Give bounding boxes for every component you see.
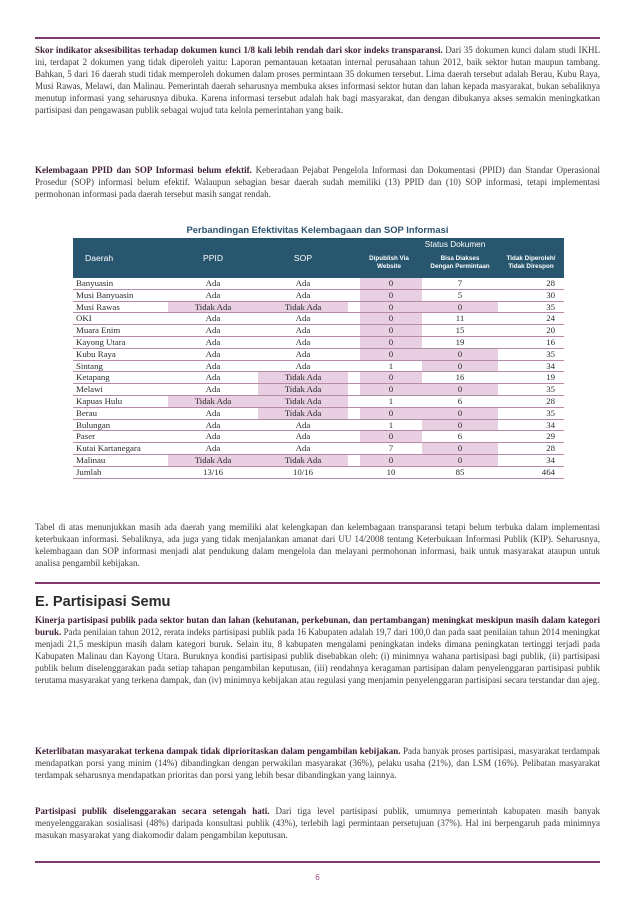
cell-daerah: Musi Banyuasin — [76, 289, 134, 300]
cell-sop: Tidak Ada — [258, 302, 348, 313]
cell-daerah: Musi Rawas — [76, 301, 120, 312]
paragraph-lead: Kinerja partisipasi publik pada sektor hutan dan lahan (kehutanan, perkebunan, dan pertambangan) meningkat meskipun masih dalam kategori buruk. — [35, 615, 600, 638]
cell-tidak-diperoleh: 19 — [546, 372, 555, 383]
cell-ppid: Ada — [205, 278, 221, 288]
cell-daerah: Kutai Kartanegara — [76, 443, 141, 454]
paragraph-body: Pada penilaian tahun 2012, rerata indeks partisipasi publik pada 16 Kabupaten adalah 19,7 dari 100,0 dan pada saat penilaian tahun 2014 meningkat menjadi 21,5 meskipun masih dalam kategori buruk. Selain itu, 8 kabupaten mengalami peningkatan indeks dimana peningkatan tertinggi terjadi pada Kabupaten Malinau dan Kayong Utara. Buruknya kondisi partisipasi publik disebabkan oleh: (i) minimnya wahana partisipasi bagi publik, (ii) partisipasi publik belum diselenggarakan pada setiap tahapan pengambilan keputusan, (iii) rendahnya keragaman partisipan dalam penyelenggaran partisipasi publik terutama masyarakat yang terkena dampak, dan (iv) minimnya kebijakan atau regulasi yang menjamin penyelenggaran partisipasi secara terstandar dan ajeg. — [35, 627, 600, 686]
cell-tidak-diperoleh: 35 — [546, 407, 555, 418]
cell-bisa-diakses: 0 — [422, 361, 498, 372]
cell-sop: Ada — [295, 325, 311, 336]
cell-dipublish: 0 — [360, 455, 422, 466]
cell-daerah: Sintang — [76, 360, 103, 371]
cell-bisa-diakses: 0 — [422, 349, 498, 360]
cell-ppid: Ada — [205, 289, 221, 300]
cell-ppid: Ada — [205, 372, 221, 383]
cell-tidak-diperoleh: 34 — [546, 360, 555, 371]
table-row — [73, 361, 564, 373]
table-row — [73, 396, 564, 408]
cell-tidak-diperoleh: 35 — [546, 301, 555, 312]
cell-sop: Ada — [295, 348, 311, 359]
cell-sop: Ada — [295, 278, 311, 288]
cell-sop: 10/16 — [292, 466, 314, 477]
cell-ppid: Tidak Ada — [168, 455, 258, 466]
cell-sop: Ada — [295, 289, 311, 300]
cell-tidak-diperoleh: 29 — [546, 431, 555, 442]
header-daerah: Daerah — [85, 253, 114, 263]
cell-bisa-diakses: 0 — [422, 408, 498, 419]
table-row — [73, 455, 564, 467]
cell-dipublish: 0 — [360, 349, 422, 360]
cell-tidak-diperoleh: 24 — [546, 313, 555, 324]
cell-bisa-diakses: 11 — [455, 313, 465, 324]
cell-ppid: Ada — [205, 384, 221, 395]
top-divider — [35, 37, 600, 39]
cell-dipublish: 1 — [388, 395, 394, 406]
header-ppid: PPID — [202, 253, 224, 263]
cell-ppid: Ada — [205, 431, 221, 442]
cell-bisa-diakses: 0 — [422, 420, 498, 431]
table-row — [73, 313, 564, 325]
cell-bisa-diakses: 0 — [422, 455, 498, 466]
bottom-divider — [35, 861, 600, 863]
cell-tidak-diperoleh: 28 — [546, 443, 555, 454]
cell-dipublish: 7 — [388, 443, 394, 454]
cell-tidak-diperoleh: 464 — [541, 466, 555, 477]
cell-sop: Ada — [295, 419, 311, 430]
table-row — [73, 467, 564, 479]
cell-daerah: OKI — [76, 313, 92, 324]
cell-sop: Tidak Ada — [258, 455, 348, 466]
cell-ppid: Tidak Ada — [168, 302, 258, 313]
cell-daerah: Melawi — [76, 384, 103, 395]
paragraph-body: Dari 35 dokumen kunci dalam studi IKHL ini, terdapat 2 dokumen yang tidak diperoleh yaitu: Laporan pemantauan ketaatan internal perusahaan tahun 2012, baik sektor hutan maupun tambang. Bahkan, 5 dari 16 daerah studi tidak memperoleh dokumen dalam proses permintaan 35 dokumen tersebut. Lima daerah tersebut adalah Berau, Kubu Raya, Musi Rawas, Melawi, dan Malinau. Pemerintah daerah seharusnya membuka akses informasi sektor hutan dan lahan kepada masyarakat, bukan sebaliknya menutup informasi yang seharusnya dibuka. Karena informasi tersebut adalah hak bagi masyarakat, dan dengan dibukanya akses semakin meningkatkan partisipasi dan pengawasan publik sebagai wujud tata kelola pemerintahan yang baik. — [35, 45, 600, 116]
cell-dipublish: 0 — [360, 302, 422, 313]
cell-dipublish: 10 — [386, 466, 396, 477]
cell-ppid: Ada — [205, 407, 221, 418]
cell-ppid: Tidak Ada — [168, 396, 258, 407]
cell-bisa-diakses: 7 — [457, 278, 463, 288]
table-row — [73, 372, 564, 384]
table-row — [73, 431, 564, 443]
paragraph-lead: Kelembagaan PPID dan SOP Informasi belum efektif. — [35, 165, 252, 175]
cell-daerah: Bulungan — [76, 419, 111, 430]
section-heading: E. Partisipasi Semu — [35, 594, 171, 610]
paragraph-tabel — [35, 521, 600, 569]
paragraph-lead: Keterlibatan masyarakat terkena dampak tidak diprioritaskan dalam pengambilan kebijakan. — [35, 746, 401, 756]
cell-dipublish: 1 — [388, 360, 394, 371]
table-row — [73, 420, 564, 432]
header-sop: SOP — [293, 253, 313, 263]
cell-daerah: Ketapang — [76, 372, 110, 383]
page-number: 6 — [315, 873, 320, 882]
cell-tidak-diperoleh: 16 — [546, 336, 555, 347]
paragraph-kelembagaan — [35, 164, 600, 200]
cell-tidak-diperoleh: 20 — [546, 325, 555, 336]
cell-tidak-diperoleh: 34 — [546, 419, 555, 430]
cell-ppid: Ada — [205, 325, 221, 336]
header-tidak-diperoleh — [498, 255, 564, 271]
cell-dipublish: 0 — [360, 278, 422, 289]
cell-bisa-diakses: 16 — [455, 372, 465, 383]
table-row — [73, 349, 564, 361]
cell-dipublish: 0 — [360, 337, 422, 348]
cell-bisa-diakses: 0 — [422, 384, 498, 395]
cell-dipublish: 0 — [360, 372, 422, 383]
table-row — [73, 337, 564, 349]
cell-bisa-diakses: 0 — [422, 443, 498, 454]
paragraph-body: Pada banyak proses partisipasi, masyarakat terdampak mendapatkan porsi yang minim (14%) dibandingkan dengan perwakilan masyarakat (36%), pelaku usaha (21%), dan LSM (16%). Pelibatan masyarakat terdampak seharusnya mendapatkan prioritas dan porsi yang lebih besar dibandingkan yang lainnya. — [35, 746, 600, 781]
paragraph-body: Tabel di atas menunjukkan masih ada daerah yang memiliki alat kelengkapan dan kelembagaan transparansi tetapi belum terbuka dalam implementasi keterbukaan informasi. Sebaliknya, ada juga yang tidak menjalankan amanat dari UU 14/2008 tentang Keterbukaan Informasi Publik (KIP). Seharusnya, kelembagaan dan SOP informasi menjadi alat pendukung dalam mengelola dan melayani permohonan informasi, baik untuk masyarakat ataupun untuk analisa pengambil kebijakan. — [35, 522, 600, 569]
cell-daerah: Jumlah — [76, 466, 102, 477]
table-row — [73, 408, 564, 420]
cell-tidak-diperoleh: 28 — [546, 395, 555, 406]
table-header — [73, 238, 564, 278]
cell-sop: Tidak Ada — [258, 408, 348, 419]
paragraph-aksesibilitas — [35, 44, 600, 117]
table-row — [73, 384, 564, 396]
cell-bisa-diakses: 0 — [422, 302, 498, 313]
cell-tidak-diperoleh: 30 — [546, 289, 555, 300]
cell-sop: Ada — [295, 360, 311, 371]
header-line: Dengan Permintaan — [430, 263, 490, 270]
cell-dipublish: 0 — [360, 290, 422, 301]
header-line: Dipublish Via — [369, 255, 409, 262]
cell-daerah: Berau — [76, 407, 98, 418]
cell-sop: Ada — [295, 336, 311, 347]
paragraph-keterlibatan — [35, 745, 600, 781]
cell-sop: Tidak Ada — [258, 384, 348, 395]
table-row — [73, 290, 564, 302]
cell-sop: Ada — [295, 431, 311, 442]
cell-sop: Ada — [295, 443, 311, 454]
cell-tidak-diperoleh: 35 — [546, 348, 555, 359]
cell-daerah: Muara Enim — [76, 325, 121, 336]
cell-ppid: Ada — [205, 443, 221, 454]
comparison-table — [73, 238, 564, 479]
cell-bisa-diakses: 85 — [455, 466, 465, 477]
cell-dipublish: 1 — [388, 419, 394, 430]
cell-daerah: Paser — [76, 431, 96, 442]
cell-bisa-diakses: 6 — [457, 431, 463, 442]
cell-dipublish: 0 — [360, 408, 422, 419]
table-row — [73, 443, 564, 455]
cell-sop: Tidak Ada — [258, 396, 348, 407]
header-status-dokumen: Status Dokumen — [424, 240, 486, 249]
cell-daerah: Malinau — [76, 454, 106, 465]
cell-tidak-diperoleh: 34 — [546, 454, 555, 465]
header-line: Tidak Direspon — [508, 263, 554, 270]
cell-daerah: Kapuas Hulu — [76, 395, 123, 406]
cell-bisa-diakses: 6 — [457, 395, 463, 406]
cell-daerah: Kayong Utara — [76, 336, 126, 347]
header-dipublish — [356, 255, 422, 271]
cell-ppid: Ada — [205, 313, 221, 324]
cell-dipublish: 0 — [360, 325, 422, 336]
header-bisa-diakses — [422, 255, 498, 271]
cell-daerah: Banyuasin — [76, 278, 114, 288]
paragraph-lead: Skor indikator aksesibilitas terhadap dokumen kunci 1/8 kali lebih rendah dari skor indeks transparansi. — [35, 45, 443, 55]
cell-dipublish: 0 — [360, 313, 422, 324]
cell-tidak-diperoleh: 35 — [546, 384, 555, 395]
table-row — [73, 302, 564, 314]
cell-dipublish: 0 — [360, 431, 422, 442]
table-title: Perbandingan Efektivitas Kelembagaan dan SOP Informasi — [186, 224, 449, 235]
cell-dipublish: 0 — [360, 384, 422, 395]
cell-sop: Tidak Ada — [258, 372, 348, 383]
header-line: Website — [376, 263, 402, 270]
paragraph-body: Dari tiga level partisipasi publik, umumnya pemerintah kabupaten masih banyak menyelenggarakan sosialisasi (48%) daripada konsultasi publik (43%), terlebih lagi permintaan persetujuan (37%). Hal ini berpengaruh pada minimnya masukan masyarakat yang diakomodir dalam pengambilan keputusan. — [35, 806, 601, 841]
table-row — [73, 325, 564, 337]
cell-daerah: Kubu Raya — [76, 348, 116, 359]
cell-ppid: 13/16 — [202, 466, 224, 477]
paragraph-body: Keberadaan Pejabat Pengelola Informasi dan Dokumentasi (PPID) dan Standar Operasional Prosedur (SOP) informasi belum efektif. Walaupun sebagian besar daerah sudah memiliki (13) PPID dan (10) SOP informasi, tetapi implementasi permohonan informasi pada daerah tersebut masih sangat rendah. — [35, 165, 600, 200]
cell-tidak-diperoleh: 28 — [546, 278, 555, 288]
paragraph-setengah-hati — [35, 805, 600, 841]
cell-ppid: Ada — [205, 419, 221, 430]
paragraph-lead: Partisipasi publik diselenggarakan secara setengah hati. — [35, 806, 270, 816]
cell-ppid: Ada — [205, 336, 221, 347]
cell-bisa-diakses: 15 — [455, 325, 465, 336]
table-row — [73, 278, 564, 290]
section-divider — [35, 582, 600, 584]
cell-ppid: Ada — [205, 348, 221, 359]
table-body — [73, 278, 564, 479]
cell-sop: Ada — [295, 313, 311, 324]
cell-bisa-diakses: 19 — [455, 336, 465, 347]
header-line: Tidak Diperoleh/ — [506, 255, 556, 262]
cell-ppid: Ada — [205, 360, 221, 371]
header-line: Bisa Diakses — [440, 255, 480, 262]
cell-bisa-diakses: 5 — [457, 289, 463, 300]
paragraph-kinerja — [35, 614, 600, 687]
